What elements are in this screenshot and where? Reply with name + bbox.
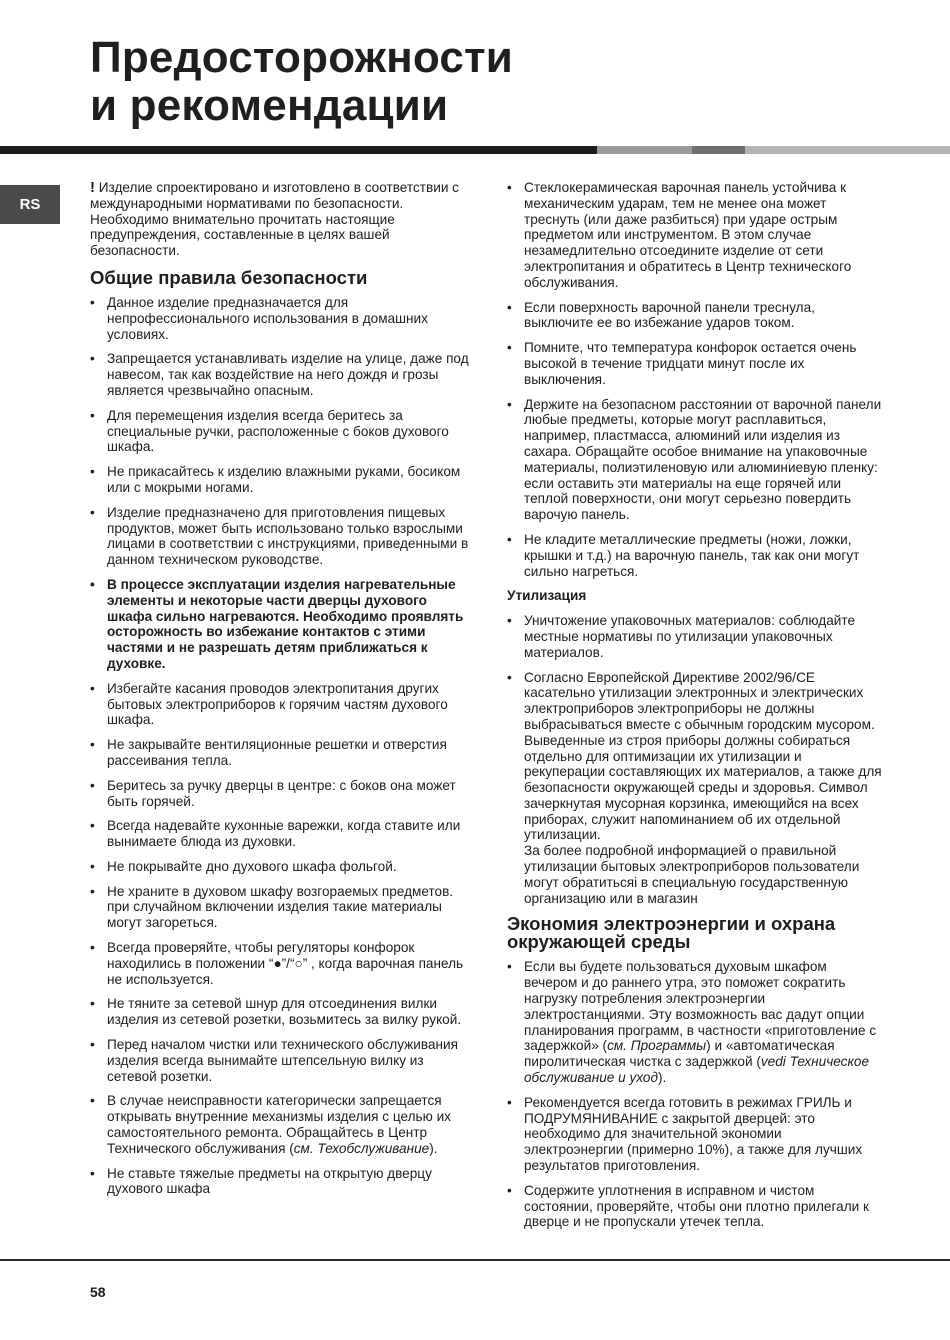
energy-heading: Экономия электроэнергии и охрана окружающей среды: [507, 913, 836, 953]
right-column: [507, 180, 882, 1239]
hob-list: [507, 180, 882, 579]
disposal-list: [507, 613, 882, 906]
list-item: [90, 1093, 470, 1156]
header-rule-grey: [597, 146, 692, 154]
safety-list: [90, 295, 470, 1197]
list-item-warning: • В процессе эксплуатации изделия нагревательные элементы и некоторые части дверцы духового шкафа сильно нагреваются. Необходимо проявлять осторожность во избежание контактов с этими частями и не разрешать детям приближаться к духовке.: [90, 577, 470, 672]
list-item-text: За более подробной информацией о правильной утилизации бытовых электроприборов пользователи могут обратитьсяі в специальную государственную организацию или в магазин: [524, 843, 860, 906]
safety-heading: Общие правила безопасности: [90, 266, 368, 288]
list-item: • Избегайте касания проводов электропитания других бытовых электроприборов к горячим частям духового шкафа.: [90, 681, 470, 728]
list-item: • Если поверхность варочной панели треснула, выключите ее во избежание ударов током.: [507, 300, 882, 332]
list-item: • Всегда надевайте кухонные варежки, когда ставите или вынимаете блюда из духовки.: [90, 818, 470, 850]
page-title-line-2: и рекомендации: [90, 81, 449, 130]
header-rule-dark: [0, 146, 597, 154]
list-item: • Не кладите металлические предметы (ножи, ложки, крышки и т.д.) на варочную панель, так как они могут сильно нагреться.: [507, 532, 882, 579]
list-item: • Содержите уплотнения в исправном и чистом состоянии, проверяйте, чтобы они плотно прилегали к дверце и не пропускали утечек тепла.: [507, 1183, 882, 1230]
list-item: • Изделие предназначено для приготовления пищевых продуктов, может быть использовано только взрослыми лицами в соответствии с инструкциями, приведенными в данном техническом руководстве.: [90, 505, 470, 568]
intro-paragraph: [90, 180, 470, 259]
list-item-text: Если вы будете пользоваться духовым шкафом вечером и до раннего утра, это поможет сократить нагрузку потребления электроэнергии электростанциями. Эту возможность вас дадут опции планирования программ, в частности «приготовление с задержкой» (: [524, 959, 877, 1054]
list-item: • Не тяните за сетевой шнур для отсоединения вилки изделия из сетевой розетки, возьмитесь за вилку рукой.: [90, 996, 470, 1028]
reference-text: см. Техобслуживание: [293, 1140, 430, 1156]
list-item-text: В случае неисправности категорически запрещается открывать внутренние механизмы изделия с целью их самостоятельного ремонта. Обращайтесь в Центр Технического обслуживания (: [107, 1093, 451, 1156]
disposal-heading: Утилизация: [507, 588, 587, 604]
left-column: [90, 180, 470, 1206]
list-item: • Уничтожение упаковочных материалов: соблюдайте местные нормативы по утилизации упаковочных материалов.: [507, 613, 882, 660]
header-rule-light: [745, 146, 950, 154]
list-item: • Всегда проверяйте, чтобы регуляторы конфорок находились в положении “●”/“○” , когда варочная панель не используется.: [90, 940, 470, 987]
reference-text: см. Программы: [607, 1038, 707, 1054]
list-item: • Запрещается устанавливать изделие на улице, даже под навесом, так как воздействие на него дождя и грозы является чрезвычайно опасным.: [90, 351, 470, 398]
list-item: • Помните, что температура конфорок остается очень высокой в течение тридцати минут после их выключения.: [507, 340, 882, 387]
list-item: • Не ставьте тяжелые предметы на открытую дверцу духового шкафа: [90, 1166, 470, 1198]
list-item: • Рекомендуется всегда готовить в режимах ГРИЛЬ и ПОДРУМЯНИВАНИЕ с закрытой дверцей: это необходимо для значительной экономии электроэнергии (примерно 10%), а также для лучших результатов приготовления.: [507, 1095, 882, 1174]
list-item-text: Согласно Европейской Директиве 2002/96/CE касательно утилизации электронных и электрических электроприборов электроприборы не должны выбрасываться вместе с обычным городским мусором. Выведенные из строя приборы должны собираться отдельно для оптимизации их утилизации и рекуперации составляющих их материалов, а также для безопасности окружающей среды и здоровья. Символ зачеркнутая мусорная корзинка, имеющийся на всех приборах, служит напоминанием об их отдельной утилизации.: [524, 669, 882, 843]
page-title: [90, 34, 513, 130]
page-title-line-1: Предосторожности: [90, 33, 514, 82]
list-item-text: ).: [657, 1070, 667, 1086]
list-item: • Не храните в духовом шкафу возгораемых предметов. при случайном включении изделия такие материалы могут загореться.: [90, 884, 470, 931]
header-rule-mid: [692, 146, 745, 154]
list-item: • Данное изделие предназначается для непрофессионального использования в домашних условиях.: [90, 295, 470, 342]
list-item: • Не закрывайте вентиляционные решетки и отверстия рассеивания тепла.: [90, 737, 470, 769]
list-item: • Не прикасайтесь к изделию влажными руками, босиком или с мокрыми ногами.: [90, 464, 470, 496]
list-item: • Держите на безопасном расстоянии от варочной панели любые предметы, которые могут расплавиться, например, пластмасса, алюминий или изделия из сахара. Обращайте особое внимание на упаковочные материалы, полиэтиленовую или алюминиевую пленку: если оставить эти материалы на еще горячей или теплой поверхности, они могут серьезно повердить варочую панель.: [507, 397, 882, 523]
list-item: • Стеклокерамическая варочная панель устойчива к механическим ударам, тем не менее она может треснуть (или даже разбиться) при ударе острым предметом или инструментом. В этом случае незамедлительно отсоедините изделие от сети электропитания и обратитесь в Центр технического обслуживания.: [507, 180, 882, 291]
list-item: • Перед началом чистки или технического обслуживания изделия всегда вынимайте штепсельную вилку из сетевой розетки.: [90, 1037, 470, 1084]
intro-text: Изделие спроектировано и изготовлено в соответствии с международными нормативами по безопасности. Необходимо внимательно прочитать настоящие предупреждения, составленные в целях вашей безопасности.: [90, 180, 459, 259]
language-tab: RS: [0, 185, 60, 224]
list-item: [507, 670, 882, 907]
reference-text: vedi Техническое обслуживание и уход: [524, 1054, 870, 1086]
warning-mark: !: [90, 179, 95, 196]
list-item-text: ).: [429, 1140, 438, 1156]
footer-rule: [0, 1259, 950, 1261]
list-item-text: ) и «автоматическая пиролитическая чистка с задержкой (: [524, 1038, 835, 1070]
energy-list: [507, 959, 882, 1230]
page-number: 58: [90, 1284, 106, 1300]
list-item: • Для перемещения изделия всегда беритесь за специальные ручки, расположенные с боков духового шкафа.: [90, 408, 470, 455]
list-item: [507, 959, 882, 1085]
list-item: • Не покрывайте дно духового шкафа фольгой.: [90, 859, 470, 875]
list-item: • Беритесь за ручку дверцы в центре: с боков она может быть горячей.: [90, 778, 470, 810]
